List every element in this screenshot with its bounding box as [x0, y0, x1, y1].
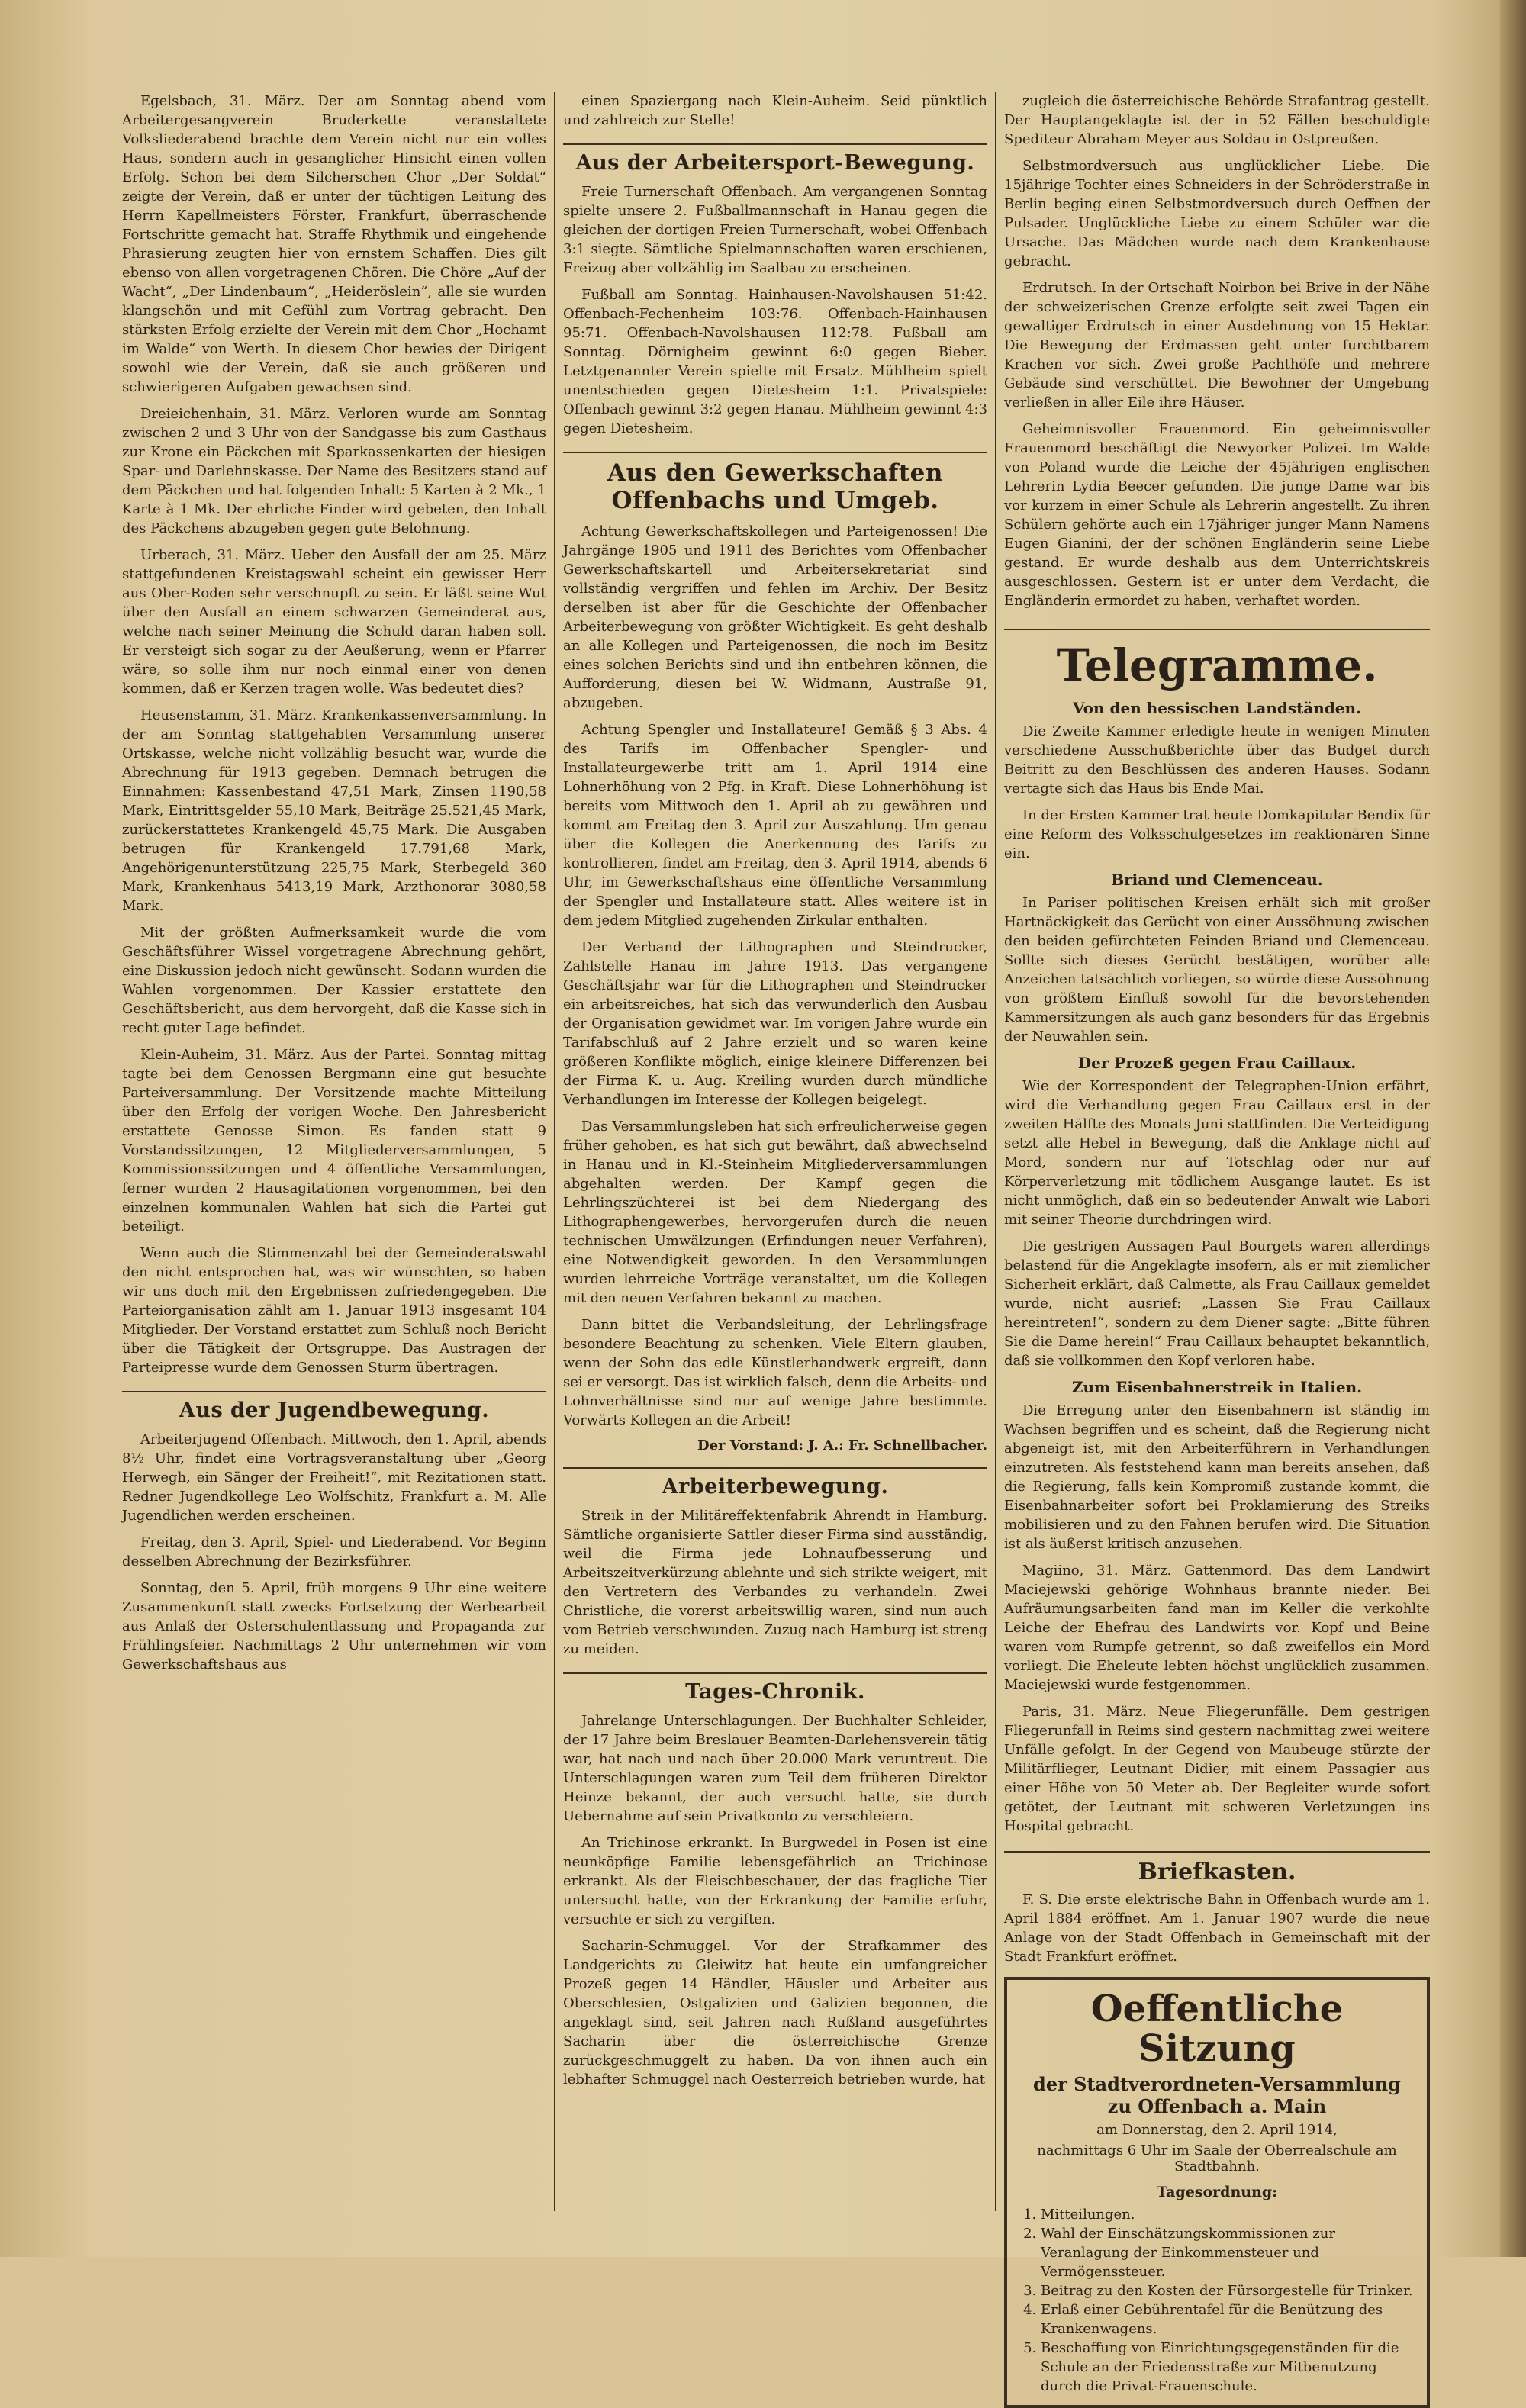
article-dreieichenhain: Dreieichenhain, 31. März. Verloren wurde am Sonntag zwischen 2 und 3 Uhr von der Sandgasse bis zum Gasthaus zur Krone ein Päckchen mit Sparkassenkarten der hiesigen Spar- und Darlehnskasse. Der Name des Besitzers stand auf dem Päckchen und hat folgenden Inhalt: 5 Karten à 2 Mk., 1 Karte à 1 Mk. Der ehrliche Finder wird gebeten, den Inhalt des Päckchens abzugeben gegen gute Belohnung.: [122, 406, 546, 536]
agenda-item: 1. Mitteilungen.: [1041, 2205, 1415, 2224]
article-flieger: Paris, 31. März. Neue Fliegerunfälle. Dem gestrigen Fliegerunfall in Reims sind gestern nachmittag zwei weitere Unfälle gefolgt. In der Gegend von Maubeuge stürzte der Militärflieger, Leutnant Didier, mit einem Passagier aus einer Höhe von 50 Meter ab. Der Begleiter wurde sofort getötet, der Leutnant mit schweren Verletzungen ins Hospital gebracht.: [1004, 1704, 1430, 1834]
article-spengler: Achtung Spengler und Installateure! Gemäß § 3 Abs. 4 des Tarifs im Offenbacher Spengler- und Installateurgewerbe tritt am 1. April 1914 eine Lohnerhöhung von 2 Pfg. in Kraft. Diese Lohnerhöhung ist bereits vom Mittwoch den 1. April ab zu gewähren und kommt am Freitag den 3. April zur Auszahlung. Um genau über die Kollegen die Anerkennung des Tarifs zu kontrollieren, findet am Freitag, den 3. April 1914, abends 6 Uhr, im Gewerkschaftshaus eine öffentliche Versammlung der Spengler und Installateure statt. Alles weitere ist in dem jedem Mitglied zugehenden Zirkular enthalten.: [563, 722, 987, 929]
article-fussball: Fußball am Sonntag. Hainhausen-Navolshausen 51:42. Offenbach-Fechenheim 103:76. Offenbach-Hainhausen 95:71. Offenbach-Navolshausen 112:78. Fußball am Sonntag. Dörnigheim gewinnt 6:0 gegen Bieber. Letztgenannter Verein spielte mit Ersatz. Mühlheim spielt unentschieden gegen Dietesheim 1:1. Privatspiele: Offenbach gewinnt 3:2 gegen Hanau. Mühlheim gewinnt 4:3 gegen Dietesheim.: [563, 287, 987, 436]
column-1: [114, 92, 555, 2211]
article-gattenmord: Magiino, 31. März. Gattenmord. Das dem Landwirt Maciejewski gehörige Wohnhaus brannte nieder. Bei Aufräumungsarbeiten fand man im Keller die verkohlte Leiche der Ehefrau des Landwirts vor. Kopf und Beine waren vom Rumpfe getrennt, so daß zweifellos ein Mord vorliegt. Die Eheleute lebten höchst unglücklich zusammen. Maciejewski wurde festgenommen.: [1004, 1563, 1430, 1693]
article-briefkasten: F. S. Die erste elektrische Bahn in Offenbach wurde am 1. April 1884 eröffnet. Am 1. Januar 1907 wurde die neue Anlage von der Stadt Offenbach in Gemeinschaft mit der Stadt Frankfurt eröffnet.: [1004, 1891, 1430, 1965]
article-caillaux-2: Die gestrigen Aussagen Paul Bourgets waren allerdings belastend für die Angeklagte insofern, als er mit ziemlicher Sicherheit erklärt, daß Calmette, als Frau Caillaux gemeldet wurde, nicht ausrief: „Lassen Sie Frau Caillaux hereintreten!“, sondern zu dem Diener sagte: „Bitte führen Sie die Dame herein!“ Frau Caillaux behauptet bekanntlich, daß sie vollkommen den Kopf verloren habe.: [1004, 1238, 1430, 1369]
column-2: [555, 92, 996, 2211]
signature: Der Vorstand: J. A.: Fr. Schnellbacher.: [697, 1437, 987, 1453]
article-klein-auheim-cont: Wenn auch die Stimmenzahl bei der Gemeinderatswahl den nicht entsprochen hat, was wir wünschten, so haben wir uns doch mit den Ergebnissen zufriedengegeben. Die Parteiorganisation zählt am 1. Januar 1913 insgesamt 104 Mitglieder. Der Vorstand erstattet zum Schluß noch Bericht über die Tätigkeit der Ortsgruppe. Das Austragen der Parteipresse wurde dem Genossen Sturm übertragen.: [122, 1245, 546, 1376]
council-meeting-notice: [1004, 1977, 1430, 2408]
subheading-landstaende: Von den hessischen Landständen.: [1072, 699, 1362, 717]
agenda-item: 3. Beitrag zu den Kosten der Fürsorgestelle für Trinker.: [1041, 2281, 1415, 2300]
article-klein-auheim: Klein-Auheim, 31. März. Aus der Partei. Sonntag mittag tagte bei dem Genossen Bergmann eine gut besuchte Parteiversammlung. Der Vorsitzende machte Mitteilung über den Erfolg der vorigen Woche. Den Jahresbericht erstattete Genosse Simon. Es fanden statt 9 Vorstandssitzungen, 12 Mitgliederversammlungen, 5 Kommissionssitzungen und 4 öffentliche Versammlungen, ferner wurden 2 Hausagitationen vorgenommen, bei den einzelnen kommunalen Wahlen hat sich die Partei gut beteiligt.: [122, 1047, 546, 1235]
notice-subtitle: der Stadtverordneten-Versammlung zu Offenbach a. Main: [1033, 2073, 1401, 2117]
book-spine: [1500, 0, 1526, 2257]
section-heading-tages-chronik: Tages-Chronik.: [563, 1672, 987, 1704]
article-zweite-kammer: Die Zweite Kammer erledigte heute in wenigen Minuten verschiedene Ausschußberichte über das Budget durch Beitritt zu den Beschlüssen des anderen Hauses. Sodann vertagte sich das Haus bis Ende Mai.: [1004, 723, 1430, 797]
article-trichinose: An Trichinose erkrankt. In Burgwedel in Posen ist eine neunköpfige Familie lebensgefährlich an Trichinose erkrankt. Als der Fleischbeschauer, der das fragliche Tier untersucht hatte, von der Erkrankung der Familie erfuhr, versuchte er sich zu vergiften.: [563, 1835, 987, 1927]
section-heading-arbeiterbewegung: Arbeiterbewegung.: [563, 1467, 987, 1499]
article-heusenstamm: Heusenstamm, 31. März. Krankenkassenversammlung. In der am Sonntag stattgehabten Versammlung unserer Ortskasse, welche nicht vollzählig besucht war, wurde die Abrechnung für 1913 gegeben. Demnach betrugen die Einnahmen: Kassenbestand 47,51 Mark, Zinsen 1190,58 Mark, Eintrittsgelder 55,10 Mark, Beiträge 25.521,45 Mark, zurückerstattetes Krankengeld 45,75 Mark. Die Ausgaben betrugen für Krankengeld 17.791,68 Mark, Angehörigenunterstützung 225,75 Mark, Sterbegeld 360 Mark, Krankenhaus 5413,19 Mark, Arzthonorar 3080,58 Mark.: [122, 707, 546, 914]
agenda-title: Tagesordnung:: [1156, 2184, 1278, 2200]
article-erdrutsch: Erdrutsch. In der Ortschaft Noirbon bei Brive in der Nähe der schweizerischen Grenze erfolgte seit zwei Tagen ein gewaltiger Erdrutsch in einer Ausdehnung von 15 Hektar. Die Bewegung der Erdmassen geht unter furchtbarem Krachen vor sich. Zwei große Pachthöfe und mehrere Gebäude sind verschüttet. Die Bewohner der Umgebung verließen in aller Eile ihre Häuser.: [1004, 280, 1430, 410]
section-heading-sport: Aus der Arbeitersport-Bewegung.: [563, 143, 987, 175]
section-heading-telegramme: Telegramme.: [1004, 629, 1430, 691]
article-streik: Streik in der Militäreffektenfabrik Ahrendt in Hamburg. Sämtliche organisierte Sattler dieser Firma sind ausständig, weil die Firma jede Lohnaufbesserung und Arbeitszeitverkürzung ablehnte und sich strikte weigert, mit den Vertretern des Verbandes zu verhandeln. Zwei Christliche, die vorerst arbeitswillig waren, sind nun auch vom Betrieb verschwunden. Zuzug nach Hamburg ist streng zu meiden.: [563, 1508, 987, 1657]
article-lithographen-3: Dann bittet die Verbandsleitung, der Lehrlingsfrage besondere Beachtung zu schenken. Viele Eltern glauben, wenn der Sohn das edle Künstlerhandwerk ergreift, dann sei er versorgt. Das ist wirklich falsch, denn die Arbeits- und Lohnverhältnisse sind nur auf wenige Jahre bestimmte. Vorwärts Kollegen an die Arbeit!: [563, 1317, 987, 1428]
subheading-caillaux: Der Prozeß gegen Frau Caillaux.: [1077, 1054, 1357, 1072]
section-heading-jugend: Aus der Jugendbewegung.: [122, 1391, 546, 1422]
article-lithographen: Der Verband der Lithographen und Steindrucker, Zahlstelle Hanau im Jahre 1913. Das vergangene Geschäftsjahr war für die Lithographen und Steindrucker ein arbeitsreiches, hat sich das verwunderlich den Ausbau der Organisation gewidmet war. Im vorigen Jahre wurde ein Tarifabschluß auf 2 Jahre erzielt und so waren keine größeren Konflikte möglich, einige kleinere Differenzen bei der Firma K. u. Aug. Kreiling wurden durch mündliche Verhandlungen im Interesse der Kollegen beigelegt.: [563, 939, 987, 1108]
article-lithographen-2: Das Versammlungsleben hat sich erfreulicherweise gegen früher gehoben, es hat sich gut bewährt, daß abwechselnd in Hanau und in Kl.-Steinheim Mitgliederversammlungen abgehalten werden. Der Kampf gegen die Lehrlingszüchterei ist bei dem Niedergang des Lithographengewerbes, hervorgerufen durch die neuen technischen Umwälzungen (Erfindungen neuer Verfahren), eine Notwendigkeit geworden. In den Versammlungen wurden lehrreiche Vorträge veranstaltet, um die Kollegen mit den neuen Verfahren bekannt zu machen.: [563, 1119, 987, 1306]
agenda-item: 4. Erlaß einer Gebührentafel für die Benützung des Krankenwagens.: [1041, 2300, 1415, 2339]
article-friday: Freitag, den 3. April, Spiel- und Liederabend. Vor Beginn desselben Abrechnung der Bezirksführer.: [122, 1534, 546, 1569]
article-unterschlagungen: Jahrelange Unterschlagungen. Der Buchhalter Schleider, der 17 Jahre beim Breslauer Beamten-Darlehensverein tätig war, hat nach und nach über 20.000 Mark veruntreut. Die Unterschlagungen waren zum Teil dem früheren Direktor Heinze bekannt, der auch versucht hatte, sie durch Uebernahme auf sein Privatkonto zu verschleiern.: [563, 1713, 987, 1824]
column-3: [996, 92, 1437, 2394]
article-sacharin: Sacharin-Schmuggel. Vor der Strafkammer des Landgerichts zu Gleiwitz hat heute ein umfangreicher Prozeß gegen 14 Händler, Häusler und Arbeiter aus Oberschlesien, Ostgalizien und Galizien begonnen, die angeklagt sind, seit Jahren nach Rußland ausgeführtes Sacharin über die österreichische Grenze zurückgeschmuggelt zu haben. Da von ihnen auch ein lebhafter Schmuggel nach Oesterreich betrieben wurde, hat: [563, 1938, 987, 2088]
notice-title: Oeffentliche Sitzung: [1090, 1988, 1344, 2070]
article-selbstmord: Selbstmordversuch aus unglücklicher Liebe. Die 15jährige Tochter eines Schneiders in der Schröderstraße in Berlin beging einen Selbstmordversuch durch Oeffnen der Pulsader. Unglückliche Liebe zu einem Schüler war die Ursache. Das Mädchen wurde nach dem Krankenhause gebracht.: [1004, 158, 1430, 269]
agenda-item: 5. Beschaffung von Einrichtungsgegenständen für die Schule an der Friedensstraße zur Mitbenutzung durch die Privat-Frauenschule.: [1041, 2339, 1415, 2396]
article-turnerschaft: Freie Turnerschaft Offenbach. Am vergangenen Sonntag spielte unsere 2. Fußballmannschaft in Hanau gegen die gleichen der dortigen Freien Turnerschaft, wobei Offenbach 3:1 siegte. Sämtliche Spielmannschaften waren erschienen, Freizug aber vollzählig im Saalbau zu erscheinen.: [563, 184, 987, 276]
article-briand: In Pariser politischen Kreisen erhält sich mit großer Hartnäckigkeit das Gerücht von einer Aussöhnung zwischen den beiden gefürchteten Feinden Briand und Clemenceau. Sollte sich dieses Gerücht bestätigen, worüber alle Anzeichen tatsächlich vorliegen, so würde diese Aussöhnung von größtem Einfluß sowohl für die bevorstehenden Kammersitzungen als auch ganz besonders für das Ergebnis der Neuwahlen sein.: [1004, 895, 1430, 1045]
section-heading-gewerkschaften: Aus den Gewerkschaften Offenbachs und Umgeb.: [563, 452, 987, 514]
section-heading-briefkasten: Briefkasten.: [1004, 1851, 1430, 1885]
article-arbeiterjugend: Arbeiterjugend Offenbach. Mittwoch, den 1. April, abends 8½ Uhr, findet eine Vortragsveranstaltung über „Georg Herwegh, ein Sänger der Freiheit!“, mit Rezitationen statt. Redner Jugendkollege Leo Wolfschitz, Frankfurt a. M. Alle Jugendlichen werden erscheinen.: [122, 1431, 546, 1524]
article-achtung-kollegen: Achtung Gewerkschaftskollegen und Parteigenossen! Die Jahrgänge 1905 und 1911 des Berichtes vom Offenbacher Gewerkschaftskartell und Arbeitersekretariat sind vollständig vergriffen und fehlen im Archiv. Der Besitz derselben ist aber für die Geschichte der Offenbacher Arbeiterbewegung von größter Wichtigkeit. Es geht deshalb an alle Kollegen und Parteigenossen, die noch im Besitz eines solchen Berichts sind und ihn entbehren können, die Aufforderung, diesen bei W. Widmann, Austraße 91, abzugeben.: [563, 523, 987, 711]
article-heusenstamm-cont: Mit der größten Aufmerksamkeit wurde die vom Geschäftsführer Wissel vorgetragene Abrechnung gehört, eine Diskussion jedoch nicht gewünscht. Sodann wurden die Wahlen vorgenommen. Der Kassier erstattete den Geschäftsbericht, aus dem hervorgeht, daß die Kasse sich in recht guter Lage befindet.: [122, 925, 546, 1036]
notice-date: am Donnerstag, den 2. April 1914,: [1096, 2122, 1338, 2138]
article-urberach: Urberach, 31. März. Ueber den Ausfall der am 25. März stattgefundenen Kreistagswahl scheint ein gewisser Herr aus Ober-Roden sehr verschnupft zu sein. Er läßt seine Wut über den Ausfall an einem schwarzen Gemeinderat aus, welche nach seiner Meinung die Schuld daran haben soll. Er versteigt sich sogar zu der Aeußerung, wenn er Pfarrer wäre, so solle ihm nur noch einmal einer von denen kommen, daß er Kerzen tragen wolle. Was bedeutet dies?: [122, 547, 546, 697]
article-egelsbach: Egelsbach, 31. März. Der am Sonntag abend vom Arbeitergesangverein Bruderkette veranstaltete Volksliederabend brachte dem Verein nicht nur ein volles Haus, sondern auch in gesanglicher Hinsicht einen vollen Erfolg. Schon bei dem Silcherschen Chor „Der Soldat“ zeigte der Verein, daß er unter der tüchtigen Leitung des Herrn Kapellmeisters Förster, Frankfurt, überraschende Fortschritte gemacht hat. Straffe Rhythmik und eingehende Phrasierung zeugten hier von ernstem Schaffen. Dies gilt ebenso von allen vorgetragenen Chören. Die Chöre „Auf der Wacht“, „Der Lindenbaum“, „Heideröslein“, alle sie wurden klangschön und mit Gefühl zum Vortrag gebracht. Den stärksten Erfolg erzielte der Verein mit dem Chor „Hochamt im Walde“ von Werth. In diesem Chor bewies der Dirigent sowohl wie der Verein, daß sie auch größeren und schwierigeren Aufgaben gewachsen sind.: [122, 93, 546, 395]
notice-time: nachmittags 6 Uhr im Saale der Oberrealschule am Stadtbahnh.: [1037, 2142, 1397, 2175]
article-erste-kammer: In der Ersten Kammer trat heute Domkapitular Bendix für eine Reform des Volksschulgesetzes im reaktionären Sinne ein.: [1004, 807, 1430, 861]
article-continuation: einen Spaziergang nach Klein-Auheim. Seid pünktlich und zahlreich zur Stelle!: [563, 93, 987, 128]
subheading-briand: Briand und Clemenceau.: [1111, 871, 1323, 889]
article-sunday: Sonntag, den 5. April, früh morgens 9 Uhr eine weitere Zusammenkunft statt zwecks Fortsetzung der Werbearbeit aus Anlaß der Osterschulentlassung und Propaganda zur Frühlingsfeier. Nachmittags 2 Uhr unternehmen wir vom Gewerkschaftshaus aus: [122, 1580, 546, 1672]
subheading-eisenbahner: Zum Eisenbahnerstreik in Italien.: [1071, 1378, 1363, 1396]
article-continuation-3: zugleich die österreichische Behörde Strafantrag gestellt. Der Hauptangeklagte ist der in 52 Fällen beschuldigte Spediteur Abraham Meyer aus Soldau in Ostpreußen.: [1004, 93, 1430, 147]
article-frauenmord: Geheimnisvoller Frauenmord. Ein geheimnisvoller Frauenmord beschäftigt die Newyorker Polizei. Im Walde von Poland wurde die Leiche der 45jährigen englischen Lehrerin Lydia Beecer gefunden. Die junge Dame war bis vor kurzem in einer Schule als Lehrerin angestellt. Zu ihren Schülern gehörte auch ein 17jähriger junger Mann Namens Eugen Gianini, der der schönen Engländerin seine Liebe gestand. Er wurde deshalb aus dem Unterrichtskreis ausgeschlossen. Gestern ist er unter dem Verdacht, die Engländerin ermordet zu haben, verhaftet worden.: [1004, 421, 1430, 609]
article-eisenbahner: Die Erregung unter den Eisenbahnern ist ständig im Wachsen begriffen und es scheint, daß die Regierung nicht abgeneigt ist, mit den Arbeiterführern in Verhandlungen einzutreten. Als feststehend kann man bereits ansehen, daß die Regierung, falls kein Kompromiß zustande kommt, die Eisenbahnarbeiter sofort bei Proklamierung des Streiks mobilisieren und zu den Fahnen berufen wird. Die Situation ist als äußerst kritisch anzusehen.: [1004, 1402, 1430, 1552]
agenda-item: 2. Wahl der Einschätzungskommissionen zur Veranlagung der Einkommensteuer und Vermögenssteuer.: [1041, 2224, 1415, 2281]
article-caillaux: Wie der Korrespondent der Telegraphen-Union erfährt, wird die Verhandlung gegen Frau Caillaux erst in der zweiten Hälfte des Monats Juni stattfinden. Die Verteidigung setzt alle Hebel in Bewegung, daß die Anklage nicht auf Mord, sondern nur auf Totschlag oder nur auf Körperverletzung mit tödlichem Ausgange lautet. Es ist nicht unmöglich, daß ein so bedeutender Anwalt wie Labori mit seiner Theorie durchdringen wird.: [1004, 1078, 1430, 1228]
agenda-list: [1019, 2205, 1415, 2396]
